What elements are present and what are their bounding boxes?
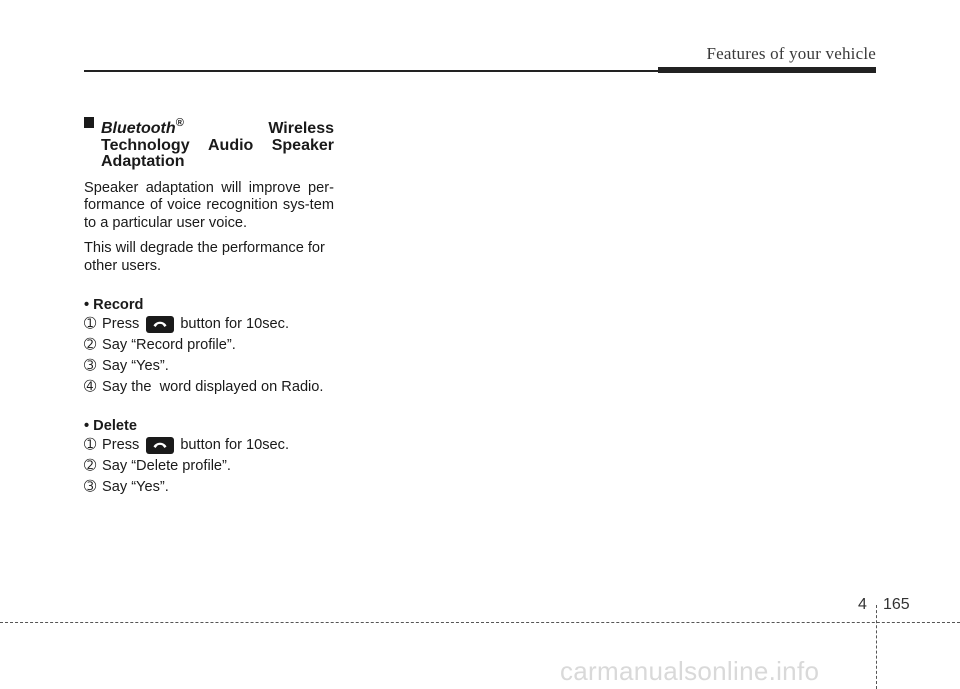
step-text: Press <box>102 316 140 332</box>
step-text: Say “Yes”. <box>102 479 169 495</box>
step-number: ➃ <box>84 379 97 395</box>
record-step-4 <box>84 378 334 396</box>
step-text: Say “Record profile”. <box>102 337 236 353</box>
step-number: ➁ <box>84 337 97 353</box>
title-brand: Bluetooth <box>101 120 176 137</box>
title-word: Wireless <box>268 120 334 137</box>
title-word: Technology <box>101 136 190 154</box>
step-text: button for 10sec. <box>180 316 290 332</box>
header-rule <box>84 70 664 72</box>
section-title <box>84 115 334 171</box>
footer-divider <box>876 605 877 689</box>
main-content <box>84 115 334 496</box>
record-step-2 <box>84 336 334 354</box>
chapter-number: 4 <box>858 596 867 613</box>
delete-heading: • Delete <box>84 418 137 434</box>
step-text: Say “Yes”. <box>102 358 169 374</box>
title-word: Audio <box>208 136 254 154</box>
title-registered-mark: ® <box>175 117 184 129</box>
delete-step-1 <box>84 436 334 454</box>
step-number: ➂ <box>84 479 97 495</box>
section-bullet-square-icon <box>84 117 94 128</box>
paragraph-adaptation: Speaker adaptation will improve per-formance of voice recognition sys-tem to a particular user voice. <box>84 179 334 231</box>
phone-call-icon <box>146 437 174 454</box>
title-word: Speaker <box>271 136 334 154</box>
step-number: ➁ <box>84 458 97 474</box>
delete-step-2 <box>84 457 334 475</box>
title-line3: Adaptation <box>101 153 185 170</box>
record-step-1 <box>84 315 334 333</box>
step-text: Press <box>102 437 140 453</box>
watermark: carmanualsonline.info <box>560 656 820 686</box>
step-text: Say the word displayed on Radio. <box>102 379 324 395</box>
step-text: Say “Delete profile”. <box>102 458 231 474</box>
step-number: ➂ <box>84 358 97 374</box>
phone-call-icon <box>146 316 174 333</box>
footer-rule <box>0 622 960 623</box>
delete-step-3 <box>84 478 334 496</box>
step-number: ➀ <box>84 316 97 332</box>
page-header-title: Features of your vehicle <box>706 44 876 63</box>
step-text: button for 10sec. <box>180 437 290 453</box>
page-number: 165 <box>883 596 910 613</box>
paragraph-degrade: This will degrade the performance for other users. <box>84 240 325 274</box>
step-number: ➀ <box>84 437 97 453</box>
record-step-3 <box>84 357 334 375</box>
header-rule-accent <box>658 67 876 73</box>
record-heading: • Record <box>84 297 144 313</box>
